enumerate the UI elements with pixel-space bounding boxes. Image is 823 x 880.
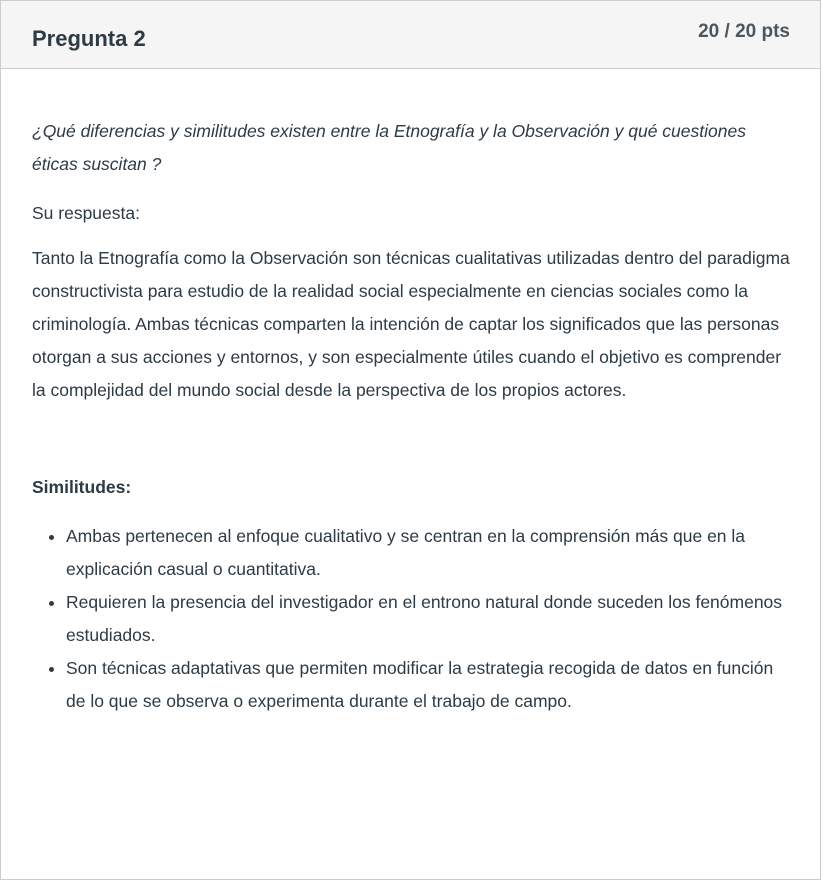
question-text: ¿Qué diferencias y similitudes existen entre la Etnografía y la Observación y qué cuestiones éticas suscitan ? (32, 121, 746, 174)
question-body (1, 115, 820, 718)
similarities-heading: Similitudes: (32, 477, 132, 497)
answer-label: Su respuesta: (32, 203, 140, 223)
answer-paragraph: Tanto la Etnografía como la Observación son técnicas cualitativas utilizadas dentro del paradigma constructivista para estudio de la realidad social especialmente en ciencias sociales como la criminología. Ambas técnicas comparten la intención de captar los significados que las personas otorgan a sus acciones y entornos, y son especialmente útiles cuando el objetivo es comprender la complejidad del mundo social desde la perspectiva de los propios actores. (32, 248, 790, 400)
list-item: • Son técnicas adaptativas que permiten modificar la estrategia recogida de datos en función de lo que se observa o experimenta durante el trabajo de campo. (66, 652, 790, 718)
list-item: • Ambas pertenecen al enfoque cualitativo y se centran en la comprensión más que en la explicación casual o cuantitativa. (66, 520, 790, 586)
question-points: 20 / 20 pts (698, 21, 790, 42)
list-item: • Requieren la presencia del investigador en el entrono natural donde suceden los fenómenos estudiados. (66, 586, 790, 652)
question-header (1, 1, 820, 69)
similarities-list (32, 520, 790, 718)
question-title: Pregunta 2 (32, 26, 146, 51)
